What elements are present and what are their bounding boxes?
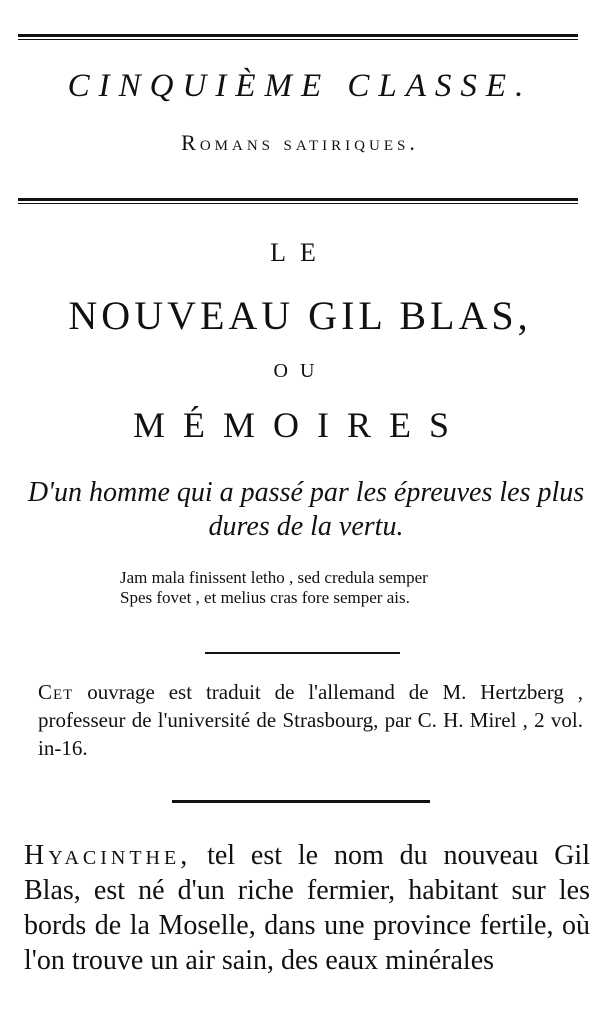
body-paragraph xyxy=(24,838,590,978)
epigraph-divider xyxy=(205,652,400,654)
epigraph-line-2: Spes fovet , et melius cras fore semper ais. xyxy=(120,588,410,607)
body-lead-word: Hyacinthe, xyxy=(24,840,192,871)
note-lead-word: Cet xyxy=(38,680,74,704)
note-text: ouvrage est traduit de l'allemand de M. Hertzberg , professeur de l'université de Strasbourg, par C. H. Mirel , 2 vol. in-16. xyxy=(38,680,583,760)
title-conjunction: OU xyxy=(273,360,327,382)
subclass-heading: Romans satiriques. xyxy=(181,130,419,155)
book-title: NOUVEAU GIL BLAS, xyxy=(68,293,532,338)
epigraph xyxy=(120,568,580,608)
class-heading: CINQUIÈME CLASSE. xyxy=(67,68,533,104)
header-double-rule xyxy=(18,198,578,201)
body-text: tel est le nom du nouveau Gil Blas, est né d'un riche fermier, habitant sur les bords de la Moselle, dans une province fertile, où l'on trouve un air sain, des eaux minérales xyxy=(24,840,590,976)
epigraph-line-1: Jam mala finissent letho , sed credula semper xyxy=(120,568,428,587)
translation-note xyxy=(38,678,583,762)
alternate-title: MÉMOIRES xyxy=(132,405,468,445)
book-subtitle: D'un homme qui a passé par les épreuves les plus dures de la vertu. xyxy=(27,477,585,542)
title-article: LE xyxy=(270,238,330,267)
note-divider xyxy=(172,800,430,803)
top-double-rule xyxy=(18,34,578,37)
